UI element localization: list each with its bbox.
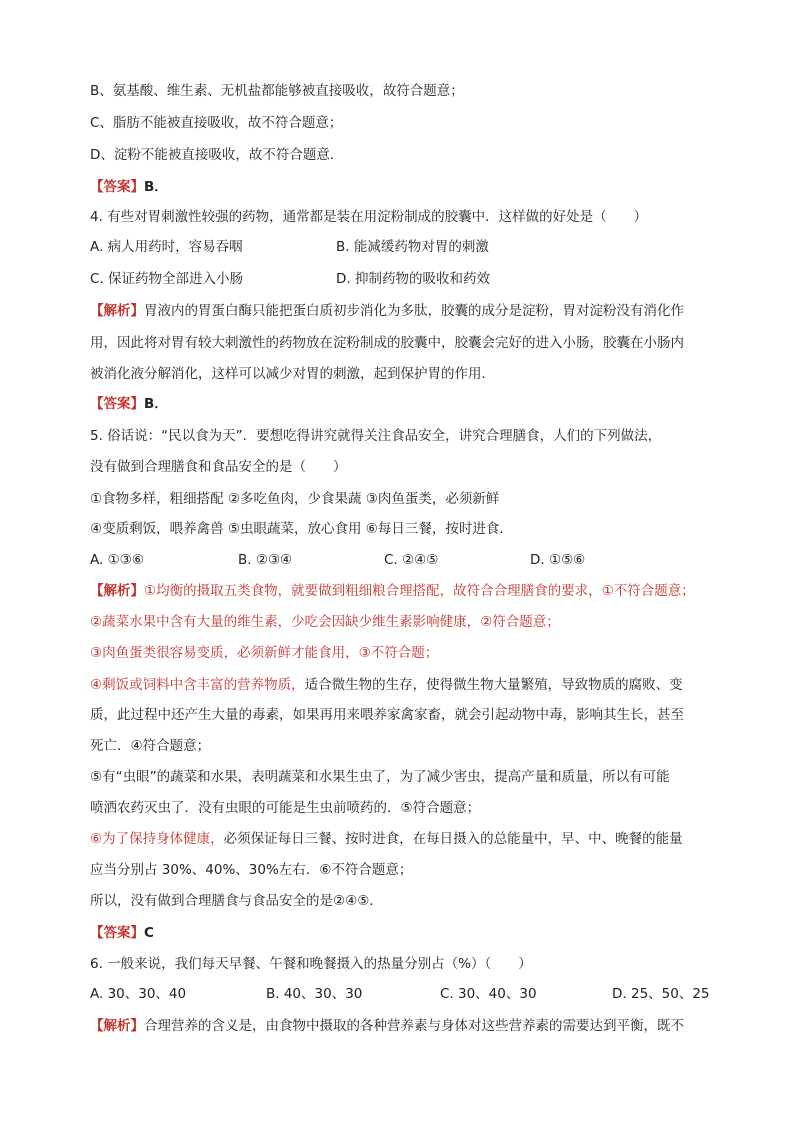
answer-line <box>90 178 168 196</box>
option-d: D. 25、50、25 <box>612 986 710 1002</box>
analysis-line: 死亡．④符合题意； <box>90 738 211 754</box>
analysis-line <box>90 582 695 600</box>
question-stem: 5. 俗话说：“民以食为天”．要想吃得讲究就得关注食品安全，讲究合理膳食，人们的下列做法， <box>90 428 662 444</box>
answer-tag: 【答案】 <box>90 925 144 941</box>
analysis-line: 被消化液分解消化，这样可以减少对胃的刺激，起到保护胃的作用． <box>90 366 495 382</box>
analysis-line: 应当分别占 30%、40%、30%左右．⑥不符合题意； <box>90 862 413 878</box>
analysis-text: 必须保证每日三餐、按时进食，在每日摄入的总能量中，早、中、晚餐的能量 <box>223 831 683 847</box>
answer-value: B． <box>144 179 168 195</box>
analysis-text: 胃液内的胃蛋白酶只能把蛋白质初步消化为多肽，胶囊的成分是淀粉，胃对淀粉没有消化作 <box>144 303 684 319</box>
analysis-line: ③肉鱼蛋类很容易变质，必须新鲜才能食用，③不符合题； <box>90 645 439 661</box>
analysis-text: 适合微生物的生存，使得微生物大量繁殖，导致物质的腐败、变 <box>304 677 683 693</box>
analysis-line <box>90 676 683 694</box>
option-b: B. ②③④ <box>238 552 293 568</box>
analysis-text-red: ④剩饭或饲料中含丰富的营养物质， <box>90 677 305 693</box>
analysis-tag: 【解析】 <box>90 583 144 599</box>
answer-value: C <box>144 925 154 941</box>
option-b: B. 40、30、30 <box>266 986 363 1002</box>
answer-tag: 【答案】 <box>90 396 144 412</box>
option-c: C. 保证药物全部进入小肠 <box>90 271 244 287</box>
question-item-list: ①食物多样，粗细搭配 ②多吃鱼肉，少食果蔬 ③肉鱼蛋类，必须新鲜 <box>90 491 500 507</box>
analysis-line: 质，此过程中还产生大量的毒素，如果再用来喂养家禽家畜，就会引起动物中毒，影响其生长，甚至 <box>90 707 684 723</box>
analysis-text: ①均衡的摄取五类食物，就要做到粗细粮合理搭配，故符合合理膳食的要求，①不符合题意； <box>144 583 695 599</box>
analysis-text-red: ⑥为了保持身体健康， <box>90 831 224 847</box>
text-line: C、脂肪不能被直接吸收，故不符合题意； <box>90 115 343 131</box>
question-stem: 4. 有些对胃刺激性较强的药物，通常都是装在用淀粉制成的胶囊中．这样做的好处是（ ） <box>90 209 648 225</box>
text-line: B、氨基酸、维生素、无机盐都能够被直接吸收，故符合题意； <box>90 83 464 99</box>
answer-value: B． <box>144 396 168 412</box>
analysis-line: 喷洒农药灭虫了．没有虫眼的可能是生虫前喷药的．⑤符合题意； <box>90 800 481 816</box>
analysis-text: 合理营养的含义是，由食物中摄取的各种营养素与身体对这些营养素的需要达到平衡，既不 <box>144 1018 684 1034</box>
analysis-line <box>90 302 684 320</box>
analysis-line: ②蔬菜水果中含有大量的维生素，少吃会因缺少维生素影响健康，②符合题意； <box>90 614 560 630</box>
option-c: C. 30、40、30 <box>440 986 537 1002</box>
option-a: A. 病人用药时，容易吞咽 <box>90 239 243 255</box>
analysis-line: ⑤有“虫眼”的蔬菜和水果，表明蔬菜和水果生虫了，为了减少害虫，提高产量和质量，所以有可能 <box>90 769 670 785</box>
answer-line <box>90 924 154 942</box>
option-d: D. 抑制药物的吸收和药效 <box>336 271 490 287</box>
answer-tag: 【答案】 <box>90 179 144 195</box>
analysis-tag: 【解析】 <box>90 1018 144 1034</box>
analysis-line <box>90 1017 684 1035</box>
analysis-tag: 【解析】 <box>90 303 144 319</box>
text-line: D、淀粉不能被直接吸收，故不符合题意． <box>90 147 344 163</box>
option-a: A. ①③⑥ <box>90 552 144 568</box>
question-item-list: ④变质剩饭，喂养禽兽 ⑤虫眼蔬菜，放心食用 ⑥每日三餐，按时进食． <box>90 521 513 537</box>
question-stem: 没有做到合理膳食和食品安全的是（ ） <box>90 459 347 475</box>
option-b: B. 能减缓药物对胃的刺激 <box>336 239 489 255</box>
answer-line <box>90 395 168 413</box>
analysis-line <box>90 830 683 848</box>
analysis-line: 用，因此将对胃有较大刺激性的药物放在淀粉制成的胶囊中，胶囊会完好的进入小肠，胶囊在小肠内 <box>90 335 684 351</box>
option-a: A. 30、30、40 <box>90 986 187 1002</box>
option-c: C. ②④⑤ <box>384 552 439 568</box>
question-stem: 6. 一般来说，我们每天早餐、午餐和晚餐摄入的热量分别占（%）（ ） <box>90 956 532 972</box>
option-d: D. ①⑤⑥ <box>530 552 586 568</box>
conclusion-line: 所以，没有做到合理膳食与食品安全的是②④⑤． <box>90 893 383 909</box>
